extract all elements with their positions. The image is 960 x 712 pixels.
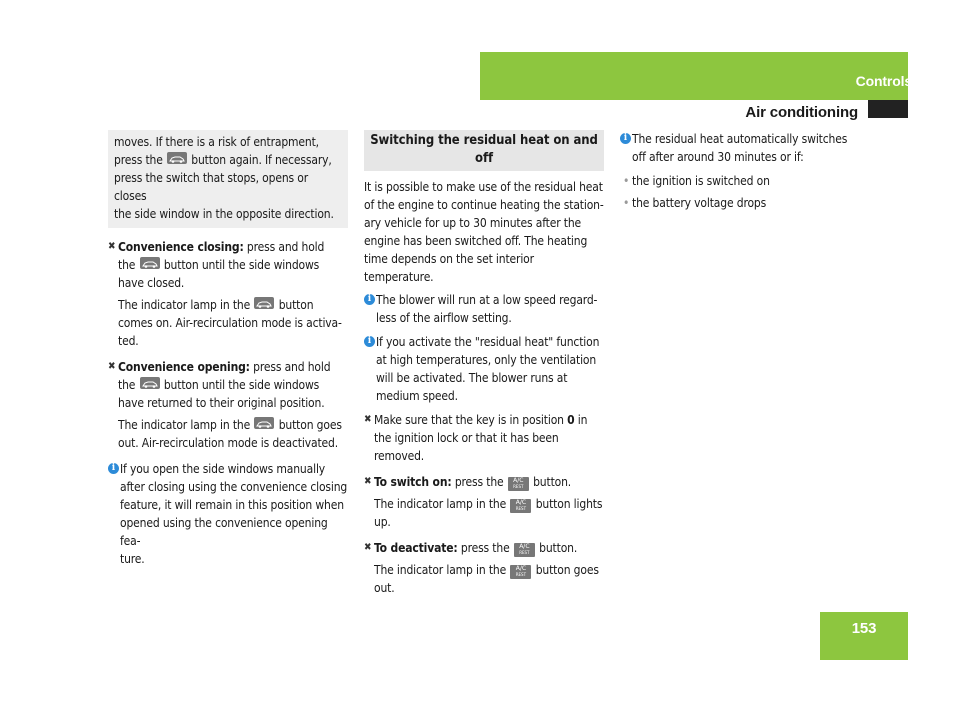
warning-box: [108, 130, 348, 228]
step-label: To switch on:: [374, 475, 452, 489]
column-middle: [364, 130, 604, 605]
info-note: i The blower will run at a low speed regard- less of the airflow setting.: [364, 291, 604, 327]
info-note: i If you open the side windows manually after closing using the convenience closing feature, it will remain in this position when opened using the convenience opening fea- ture.: [108, 460, 348, 568]
warning-line: moves. If there is a risk of entrapment,: [114, 135, 319, 149]
header-band: [480, 52, 908, 100]
column-right: [620, 130, 860, 216]
info-icon: i: [620, 133, 631, 144]
convenience-car-icon: [254, 297, 274, 309]
step-arrow-icon: ✖: [364, 542, 372, 553]
column-left: [108, 130, 348, 574]
intro-paragraph: It is possible to make use of the residual heat of the engine to continue heating the station- ary vehicle for up to 30 minutes after the engine has been switched off. The heating time depends on the set interior temperature.: [364, 180, 604, 284]
step-convenience-closing: ✖ Convenience closing: press and hold the button until the side windows have closed. The indicator lamp in the button comes on. Air-recirculation mode is activa- ted.: [108, 240, 342, 348]
info-icon: i: [364, 336, 375, 347]
step-arrow-icon: ✖: [108, 241, 116, 252]
step-convenience-opening: ✖ Convenience opening: press and hold the button until the side windows have returned to their original position. The indicator lamp in the button goes out. Air-recirculation mode is deactivated.: [108, 360, 342, 450]
info-note: i The residual heat automatically switches off after around 30 minutes or if:: [620, 130, 860, 166]
step-deactivate: ✖ To deactivate: press the A/C REST button. The indicator lamp in the A/C REST button goes out.: [364, 541, 599, 595]
step-label: To deactivate:: [374, 541, 458, 555]
bullet-icon: •: [623, 174, 630, 188]
warning-line: the side window in the opposite direction.: [114, 207, 334, 221]
info-icon: i: [108, 463, 119, 474]
step-arrow-icon: ✖: [364, 476, 372, 487]
section-title: Controls: [855, 73, 912, 89]
convenience-car-icon: [254, 417, 274, 429]
step-switch-on: ✖ To switch on: press the A/C REST button. The indicator lamp in the A/C REST button lights up.: [364, 475, 603, 529]
convenience-car-icon: [167, 152, 187, 164]
page-number: 153: [851, 620, 877, 637]
list-item: • the ignition is switched on: [623, 174, 770, 188]
warning-line: press the button again. If necessary,: [114, 153, 332, 167]
step-label: Convenience opening:: [118, 360, 250, 374]
header-tab-marker: [868, 100, 908, 118]
convenience-car-icon: [140, 377, 160, 389]
ac-rest-button-icon: A/C REST: [510, 565, 531, 579]
bullet-icon: •: [623, 196, 630, 210]
ac-rest-button-icon: A/C REST: [514, 543, 535, 557]
step-key-position: ✖ Make sure that the key is in position 0 in the ignition lock or that it has been removed.: [364, 413, 588, 463]
step-arrow-icon: ✖: [108, 361, 116, 372]
ac-rest-button-icon: A/C REST: [510, 499, 531, 513]
ac-rest-button-icon: A/C REST: [508, 477, 529, 491]
page-title: Air conditioning: [745, 104, 858, 121]
step-arrow-icon: ✖: [364, 414, 372, 425]
list-item: • the battery voltage drops: [623, 196, 767, 210]
warning-line: press the switch that stops, opens or closes: [114, 171, 309, 203]
section-heading: Switching the residual heat on and off: [364, 130, 604, 171]
info-icon: i: [364, 294, 375, 305]
step-label: Convenience closing:: [118, 240, 244, 254]
info-note: i If you activate the "residual heat" function at high temperatures, only the ventilation will be activated. The blower runs at medium speed.: [364, 333, 604, 405]
convenience-car-icon: [140, 257, 160, 269]
